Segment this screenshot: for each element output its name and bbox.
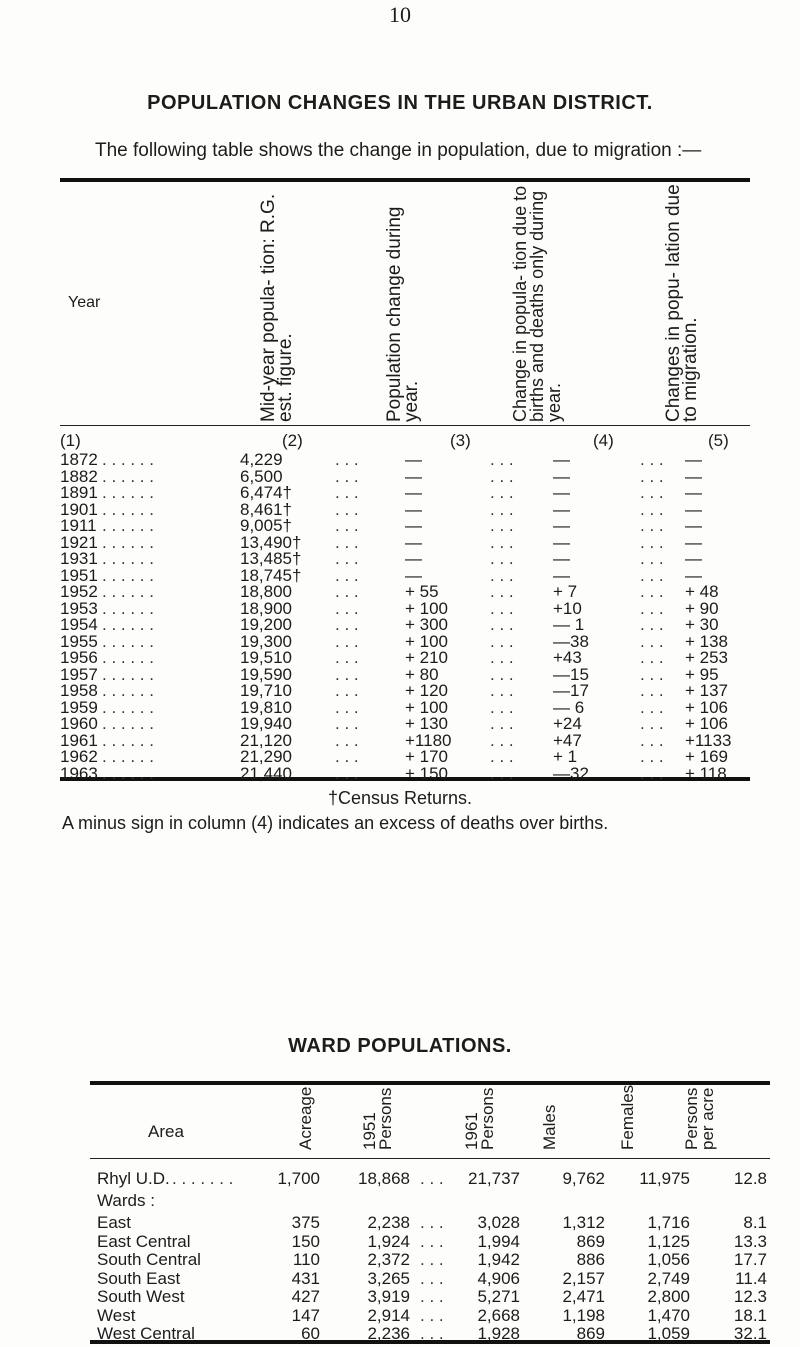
year-cell: 1963: [60, 763, 98, 783]
population-cell: 9,005†: [240, 516, 292, 535]
leader-dots: . . .: [640, 631, 664, 651]
change-cell: + 130: [405, 714, 449, 733]
leader-dots: . . .: [490, 681, 514, 700]
acreage-cell: 110: [292, 1250, 320, 1269]
leader-dots: . . .: [490, 763, 514, 783]
migration-cell: —: [685, 532, 702, 552]
population-cell: 19,300: [240, 631, 292, 651]
leader-dots: . . . . . .: [102, 763, 154, 783]
leader-dots: . . . . . .: [102, 664, 154, 684]
leader-dots: . . .: [640, 466, 664, 486]
leader-dots: . . . . . .: [102, 582, 154, 601]
leader-dots: . . .: [335, 714, 359, 733]
col-number-5: (5): [708, 431, 729, 450]
year-cell: 1951: [60, 565, 98, 585]
population-cell: 19,940: [240, 714, 292, 733]
year-cell: 1962: [60, 747, 98, 766]
population-cell: 18,900: [240, 598, 292, 618]
leader-dots: . . .: [640, 648, 664, 667]
leader-dots: . . .: [640, 516, 664, 535]
natural-change-cell: —32: [553, 763, 589, 783]
leader-dots: . . . . . .: [102, 483, 154, 502]
migration-cell: + 137: [685, 681, 729, 700]
change-cell: + 300: [405, 615, 449, 634]
natural-change-cell: —: [553, 565, 570, 585]
leader-dots: . . . . . .: [102, 532, 154, 552]
year-cell: 1891: [60, 483, 98, 502]
migration-cell: + 118: [685, 763, 727, 783]
migration-cell: + 138: [685, 631, 729, 651]
leader-dots: . . .: [490, 714, 514, 733]
header-year: Year: [68, 294, 101, 311]
leader-dots: . . .: [335, 598, 359, 618]
leader-dots: . . . . . .: [102, 565, 154, 585]
leader-dots: . . .: [640, 664, 664, 684]
leader-dots: . . .: [640, 598, 664, 618]
leader-dots: . . .: [490, 582, 514, 601]
total-1961: 21,737: [468, 1169, 520, 1188]
migration-cell: + 95: [685, 664, 719, 684]
leader-dots: . . .: [490, 747, 514, 766]
acreage-cell: 147: [291, 1305, 320, 1325]
total-females: 11,975: [639, 1169, 690, 1188]
migration-cell: —: [685, 499, 702, 519]
col-number-3: (3): [450, 431, 471, 450]
table2-top-rule: [90, 1081, 770, 1085]
leader-dots: . . . . . .: [102, 747, 154, 766]
natural-change-cell: —: [553, 532, 570, 552]
leader-dots: . . .: [640, 615, 664, 634]
leader-dots: . . .: [490, 532, 514, 552]
leader-dots: . . .: [335, 664, 359, 684]
leader-dots: . . .: [335, 532, 359, 552]
females-cell: 1,470: [647, 1305, 690, 1325]
acreage-cell: 431: [291, 1268, 320, 1288]
females-cell: 2,800: [647, 1287, 690, 1306]
natural-change-cell: +47: [553, 730, 582, 750]
leader-dots: . . .: [640, 747, 664, 766]
leader-dots: . . .: [335, 615, 359, 634]
natural-change-cell: + 1: [553, 747, 578, 766]
population-cell: 19,710: [240, 681, 292, 700]
leader-dots: . . .: [640, 582, 664, 601]
persons-1961-cell: 4,906: [477, 1268, 520, 1288]
leader-dots: . . .: [420, 1324, 444, 1343]
wards-label: Wards :: [97, 1191, 155, 1210]
page-number: 10: [389, 2, 411, 27]
change-cell: + 170: [405, 747, 449, 766]
change-cell: —: [405, 499, 422, 519]
leader-dots: . . .: [640, 499, 664, 519]
males-cell: 869: [576, 1324, 605, 1343]
leader-dots: . . .: [490, 450, 514, 469]
table1-header-rule: [60, 425, 750, 426]
migration-cell: + 30: [685, 615, 719, 634]
population-cell: 21,440: [240, 763, 292, 783]
leader-dots: . . .: [335, 466, 359, 486]
leader-dots: . . . . . .: [102, 648, 154, 667]
leader-dots: . . . . . .: [102, 466, 154, 486]
population-cell: 19,810: [240, 697, 292, 717]
leader-dots: . . .: [640, 730, 664, 750]
migration-cell: —: [685, 450, 702, 469]
change-cell: + 55: [405, 582, 439, 601]
population-cell: 13,485†: [240, 549, 302, 568]
leader-dots: . . . . . .: [102, 549, 154, 568]
population-cell: 4,229: [240, 450, 283, 469]
col-number-2: (2): [282, 431, 303, 450]
header-population-change: Population change during year.: [384, 206, 422, 422]
leader-dots: . . .: [640, 483, 664, 502]
footnote-census: †Census Returns.: [327, 788, 473, 808]
leader-dots: . . . . . .: [102, 714, 154, 733]
leader-dots: . . .: [490, 549, 514, 568]
density-cell: 11.4: [735, 1268, 767, 1288]
change-cell: + 80: [405, 664, 439, 684]
females-cell: 1,716: [647, 1213, 690, 1232]
leader-dots: . . . . . .: [102, 598, 154, 618]
persons-1951-cell: 2,236: [367, 1324, 410, 1343]
table2-header-rule: [90, 1158, 770, 1159]
leader-dots: . . .: [420, 1213, 444, 1232]
change-cell: —: [405, 549, 422, 568]
leader-dots: . . .: [640, 681, 664, 700]
leader-dots: . . . . . .: [102, 450, 154, 469]
page-title: POPULATION CHANGES IN THE URBAN DISTRICT.: [147, 92, 653, 114]
population-cell: 18,745†: [240, 565, 302, 585]
ward-area-cell: South West: [97, 1287, 185, 1306]
density-cell: 13.3: [733, 1231, 767, 1251]
year-cell: 1954: [60, 615, 98, 634]
leader-dots: . . .: [335, 681, 359, 700]
population-cell: 6,474†: [240, 483, 292, 502]
persons-1951-cell: 3,265: [367, 1268, 410, 1288]
females-cell: 1,059: [647, 1324, 690, 1343]
persons-1951-cell: 2,372: [367, 1250, 410, 1269]
year-cell: 1872: [60, 450, 98, 469]
leader-dots: . . .: [335, 565, 359, 585]
leader-dots: . . .: [335, 582, 359, 601]
males-cell: 886: [576, 1250, 605, 1269]
density-cell: 8.1: [743, 1213, 767, 1232]
year-cell: 1911: [60, 516, 97, 535]
change-cell: + 100: [405, 631, 449, 651]
migration-cell: +1133: [685, 730, 732, 750]
change-cell: —: [405, 565, 422, 585]
migration-cell: —: [685, 565, 702, 585]
migration-cell: —: [685, 549, 702, 568]
intro-text: The following table shows the change in population, due to migration :—: [95, 140, 702, 161]
leader-dots: . . . . . .: [102, 499, 154, 519]
footnote-minus: A minus sign in column (4) indicates an excess of deaths over births.: [62, 813, 609, 833]
ward-table-title: WARD POPULATIONS.: [288, 1035, 512, 1057]
migration-cell: —: [685, 483, 702, 502]
persons-1961-cell: 5,271: [477, 1287, 520, 1306]
leader-dots: . . .: [420, 1231, 444, 1251]
leader-dots: . . .: [420, 1169, 444, 1188]
header-area: Area: [148, 1122, 184, 1141]
header-females: Females: [618, 1084, 637, 1150]
acreage-cell: 150: [291, 1231, 320, 1251]
change-cell: +1180: [405, 730, 452, 750]
population-cell: 13,490†: [240, 532, 302, 552]
total-acreage: 1,700: [277, 1169, 320, 1188]
leader-dots: . . .: [640, 532, 664, 552]
males-cell: 2,157: [562, 1268, 605, 1288]
density-cell: 17.7: [733, 1250, 767, 1269]
leader-dots: . . .: [490, 565, 514, 585]
females-cell: 1,056: [647, 1250, 690, 1269]
density-cell: 12.3: [733, 1287, 767, 1306]
change-cell: + 100: [405, 598, 449, 618]
ward-area-cell: West: [97, 1305, 136, 1325]
leader-dots: . . .: [335, 549, 359, 568]
change-cell: —: [405, 450, 422, 469]
leader-dots: . . .: [490, 483, 514, 502]
natural-change-cell: + 7: [553, 582, 578, 601]
table-row: [0, 763, 800, 784]
year-cell: 1921: [60, 532, 98, 552]
natural-change-cell: —38: [553, 631, 589, 651]
natural-change-cell: —: [553, 483, 570, 502]
header-males: Males: [540, 1104, 559, 1150]
population-cell: 6,500: [240, 466, 283, 486]
column-numbers-row: [0, 430, 800, 451]
persons-1961-cell: 1,942: [477, 1250, 520, 1269]
header-mid-year-population: Mid-year popula- tion: R.G. est. figure.: [258, 193, 296, 422]
acreage-cell: 60: [301, 1324, 320, 1343]
natural-change-cell: —15: [553, 664, 589, 684]
ward-row: [0, 1323, 800, 1345]
persons-1961-cell: 1,994: [477, 1231, 520, 1251]
natural-change-cell: — 1: [553, 615, 585, 634]
leader-dots: . . .: [640, 763, 664, 783]
leader-dots: . . .: [490, 697, 514, 717]
header-1951-persons: 1951 Persons: [360, 1087, 395, 1150]
col-number-4: (4): [593, 431, 614, 450]
migration-cell: + 169: [685, 747, 729, 766]
wards-label-row: [0, 1190, 800, 1212]
density-cell: 32.1: [733, 1324, 767, 1343]
natural-change-cell: +10: [553, 598, 582, 618]
leader-dots: . . . . . .: [102, 697, 154, 717]
leader-dots: . . . . . . .: [172, 1169, 234, 1188]
header-acreage: Acreage: [296, 1086, 315, 1150]
year-cell: 1961: [60, 730, 98, 750]
acreage-cell: 427: [291, 1287, 320, 1306]
density-cell: 18.1: [733, 1305, 767, 1325]
persons-1961-cell: 2,668: [477, 1305, 520, 1325]
total-1951: 18,868: [358, 1169, 410, 1188]
persons-1951-cell: 2,238: [367, 1213, 410, 1232]
leader-dots: . . .: [490, 499, 514, 519]
year-cell: 1931: [60, 549, 98, 568]
ward-area-cell: West Central: [97, 1324, 195, 1343]
leader-dots: . . .: [490, 631, 514, 651]
year-cell: 1958: [60, 681, 98, 700]
natural-change-cell: —: [553, 549, 570, 568]
natural-change-cell: —17: [553, 681, 589, 700]
total-area: Rhyl U.D.: [97, 1169, 170, 1188]
population-cell: 18,800: [240, 582, 292, 601]
change-cell: + 210: [405, 648, 449, 667]
persons-1951-cell: 3,919: [367, 1287, 410, 1306]
migration-cell: —: [685, 466, 702, 486]
population-cell: 19,590: [240, 664, 292, 684]
migration-cell: —: [685, 516, 702, 535]
year-cell: 1959: [60, 697, 98, 717]
leader-dots: . . .: [490, 516, 514, 535]
header-migration-change: Changes in popu- lation due to migration.: [663, 184, 701, 422]
males-cell: 1,312: [562, 1213, 605, 1232]
change-cell: + 150: [405, 763, 449, 783]
leader-dots: . . .: [335, 763, 359, 783]
total-males: 9,762: [562, 1169, 605, 1188]
leader-dots: . . .: [490, 648, 514, 667]
header-persons-per-acre: Persons per acre: [682, 1087, 717, 1150]
col-number-1: (1): [60, 431, 81, 450]
header-1961-persons: 1961 Persons: [462, 1087, 497, 1150]
leader-dots: . . .: [335, 499, 359, 519]
year-cell: 1952: [60, 582, 98, 601]
natural-change-cell: +24: [553, 714, 582, 733]
migration-cell: + 90: [685, 598, 719, 618]
leader-dots: . . .: [335, 516, 359, 535]
year-cell: 1955: [60, 631, 98, 651]
females-cell: 1,125: [647, 1231, 690, 1251]
leader-dots: . . .: [490, 466, 514, 486]
persons-1961-cell: 1,928: [477, 1324, 520, 1343]
males-cell: 869: [576, 1231, 605, 1251]
ward-area-cell: East: [97, 1213, 132, 1232]
persons-1951-cell: 2,914: [367, 1305, 410, 1325]
leader-dots: . . .: [335, 648, 359, 667]
year-cell: 1882: [60, 466, 98, 486]
year-cell: 1901: [60, 499, 98, 519]
population-cell: 19,200: [240, 615, 292, 634]
migration-cell: + 106: [685, 697, 729, 717]
leader-dots: . . .: [335, 483, 359, 502]
change-cell: —: [405, 516, 422, 535]
migration-cell: + 106: [685, 714, 729, 733]
population-cell: 21,120: [240, 730, 292, 750]
change-cell: + 100: [405, 697, 449, 717]
year-cell: 1960: [60, 714, 98, 733]
persons-1951-cell: 1,924: [367, 1231, 410, 1251]
leader-dots: . . .: [420, 1250, 444, 1269]
leader-dots: . . .: [335, 747, 359, 766]
leader-dots: . . . . . .: [102, 631, 154, 651]
leader-dots: . . .: [335, 631, 359, 651]
acreage-cell: 375: [291, 1213, 320, 1232]
change-cell: + 120: [405, 681, 449, 700]
total-density: 12.8: [733, 1169, 767, 1188]
leader-dots: . . . . . .: [102, 681, 154, 700]
population-cell: 19,510: [240, 648, 292, 667]
leader-dots: . . .: [640, 697, 664, 717]
males-cell: 2,471: [562, 1287, 605, 1306]
natural-change-cell: —: [553, 450, 570, 469]
leader-dots: . . .: [490, 615, 514, 634]
ward-area-cell: East Central: [97, 1231, 191, 1251]
natural-change-cell: +43: [553, 648, 582, 667]
change-cell: —: [405, 466, 422, 486]
ward-total-row: [0, 1168, 800, 1190]
leader-dots: . . .: [640, 714, 664, 733]
header-natural-change: Change in popula- tion due to births and deaths only during year.: [510, 185, 564, 422]
leader-dots: . . .: [335, 730, 359, 750]
females-cell: 2,749: [647, 1268, 690, 1288]
leader-dots: . . .: [640, 565, 664, 585]
natural-change-cell: —: [553, 466, 570, 486]
migration-cell: + 48: [685, 582, 719, 601]
leader-dots: . . .: [490, 730, 514, 750]
change-cell: —: [405, 483, 422, 502]
leader-dots: . . . . . .: [102, 730, 154, 750]
year-cell: 1957: [60, 664, 98, 684]
migration-cell: + 253: [685, 648, 729, 667]
persons-1961-cell: 3,028: [477, 1213, 520, 1232]
natural-change-cell: — 6: [553, 697, 585, 717]
population-cell: 21,290: [240, 747, 292, 766]
natural-change-cell: —: [553, 499, 570, 519]
year-cell: 1953: [60, 598, 98, 618]
leader-dots: . . .: [490, 598, 514, 618]
natural-change-cell: —: [553, 516, 570, 535]
year-cell: 1956: [60, 648, 98, 667]
males-cell: 1,198: [562, 1305, 605, 1325]
leader-dots: . . .: [420, 1305, 444, 1325]
ward-area-cell: South East: [97, 1268, 181, 1288]
change-cell: —: [405, 532, 422, 552]
population-cell: 8,461†: [240, 499, 292, 519]
leader-dots: . . . . . .: [102, 615, 154, 634]
leader-dots: . . .: [640, 549, 664, 568]
leader-dots: . . .: [335, 450, 359, 469]
leader-dots: . . .: [490, 664, 514, 684]
ward-area-cell: South Central: [97, 1250, 201, 1269]
leader-dots: . . .: [640, 450, 664, 469]
leader-dots: . . . . . .: [102, 516, 154, 535]
leader-dots: . . .: [420, 1268, 444, 1288]
leader-dots: . . .: [420, 1287, 444, 1306]
leader-dots: . . .: [335, 697, 359, 717]
